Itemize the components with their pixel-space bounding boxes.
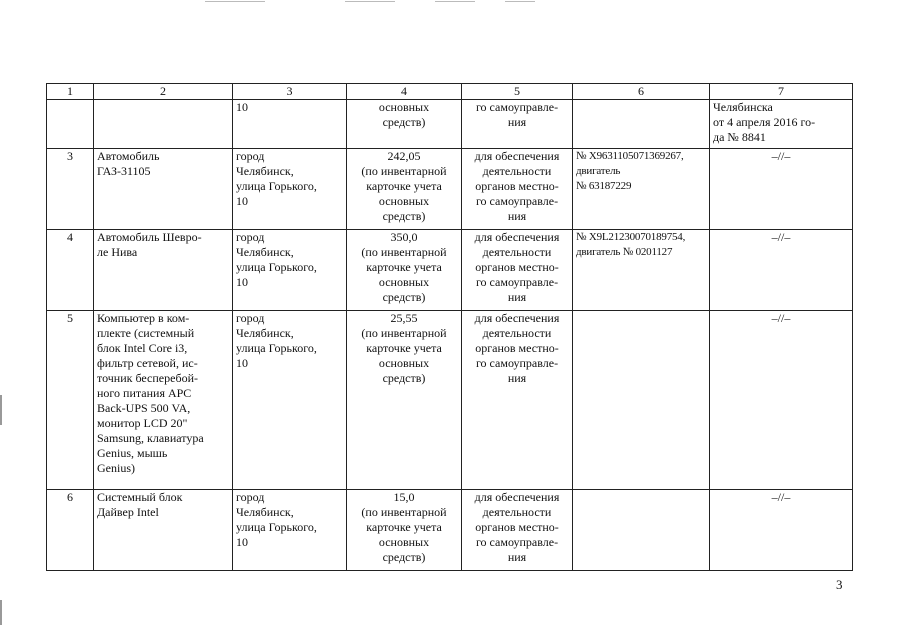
item-address: город Челябинск, улица Горького, 10 (233, 230, 347, 311)
header-cell-1: 1 (47, 84, 94, 100)
item-basis: –//– (710, 230, 853, 311)
row-number: 6 (47, 490, 94, 571)
header-cell-4: 4 (347, 84, 462, 100)
item-name (94, 100, 233, 149)
item-basis: Челябинска от 4 апреля 2016 го- да № 8841 (710, 100, 853, 149)
table-row (47, 100, 853, 149)
item-address: город Челябинск, улица Горького, 10 (233, 311, 347, 490)
item-name: Автомобиль Шевро- ле Нива (94, 230, 233, 311)
property-table (46, 83, 853, 571)
item-identifiers (573, 311, 710, 490)
item-identifiers (573, 490, 710, 571)
item-identifiers: № X9631105071369267, двигатель № 63187229 (573, 149, 710, 230)
row-number: 5 (47, 311, 94, 490)
item-address: город Челябинск, улица Горького, 10 (233, 490, 347, 571)
scan-artifact-top (205, 0, 545, 4)
scan-artifact-left-2 (0, 600, 2, 625)
item-address: 10 (233, 100, 347, 149)
header-cell-3: 3 (233, 84, 347, 100)
table-row (47, 490, 853, 571)
item-purpose: для обеспечения деятельности органов местно- го самоуправле- ния (462, 490, 573, 571)
item-cost: 25,55 (по инвентарной карточке учета основных средств) (347, 311, 462, 490)
header-cell-7: 7 (710, 84, 853, 100)
item-cost: основных средств) (347, 100, 462, 149)
scan-artifact-left (0, 395, 2, 425)
item-cost: 242,05 (по инвентарной карточке учета основных средств) (347, 149, 462, 230)
item-purpose: для обеспечения деятельности органов местно- го самоуправле- ния (462, 149, 573, 230)
table-row (47, 149, 853, 230)
item-purpose: для обеспечения деятельности органов местно- го самоуправле- ния (462, 230, 573, 311)
item-cost: 15,0 (по инвентарной карточке учета основных средств) (347, 490, 462, 571)
item-basis: –//– (710, 149, 853, 230)
item-name: Автомобиль ГАЗ-31105 (94, 149, 233, 230)
table-row (47, 230, 853, 311)
row-number: 4 (47, 230, 94, 311)
row-number (47, 100, 94, 149)
item-name: Системный блок Дайвер Intel (94, 490, 233, 571)
item-purpose: го самоуправле- ния (462, 100, 573, 149)
item-address: город Челябинск, улица Горького, 10 (233, 149, 347, 230)
item-identifiers: № X9L21230070189754, двигатель № 0201127 (573, 230, 710, 311)
header-row (47, 84, 853, 100)
item-name: Компьютер в ком- плекте (системный блок Intel Core i3, фильтр сетевой, ис- точник бесперебой- ного питания APC Back-UPS 500 VA, монитор LCD 20" Samsung, клавиатура Genius, мышь Genius) (94, 311, 233, 490)
item-basis: –//– (710, 311, 853, 490)
item-purpose: для обеспечения деятельности органов местно- го самоуправле- ния (462, 311, 573, 490)
item-basis: –//– (710, 490, 853, 571)
page-number: 3 (836, 577, 843, 592)
item-identifiers (573, 100, 710, 149)
row-number: 3 (47, 149, 94, 230)
table-row (47, 311, 853, 490)
item-cost: 350,0 (по инвентарной карточке учета основных средств) (347, 230, 462, 311)
header-cell-5: 5 (462, 84, 573, 100)
header-cell-2: 2 (94, 84, 233, 100)
header-cell-6: 6 (573, 84, 710, 100)
